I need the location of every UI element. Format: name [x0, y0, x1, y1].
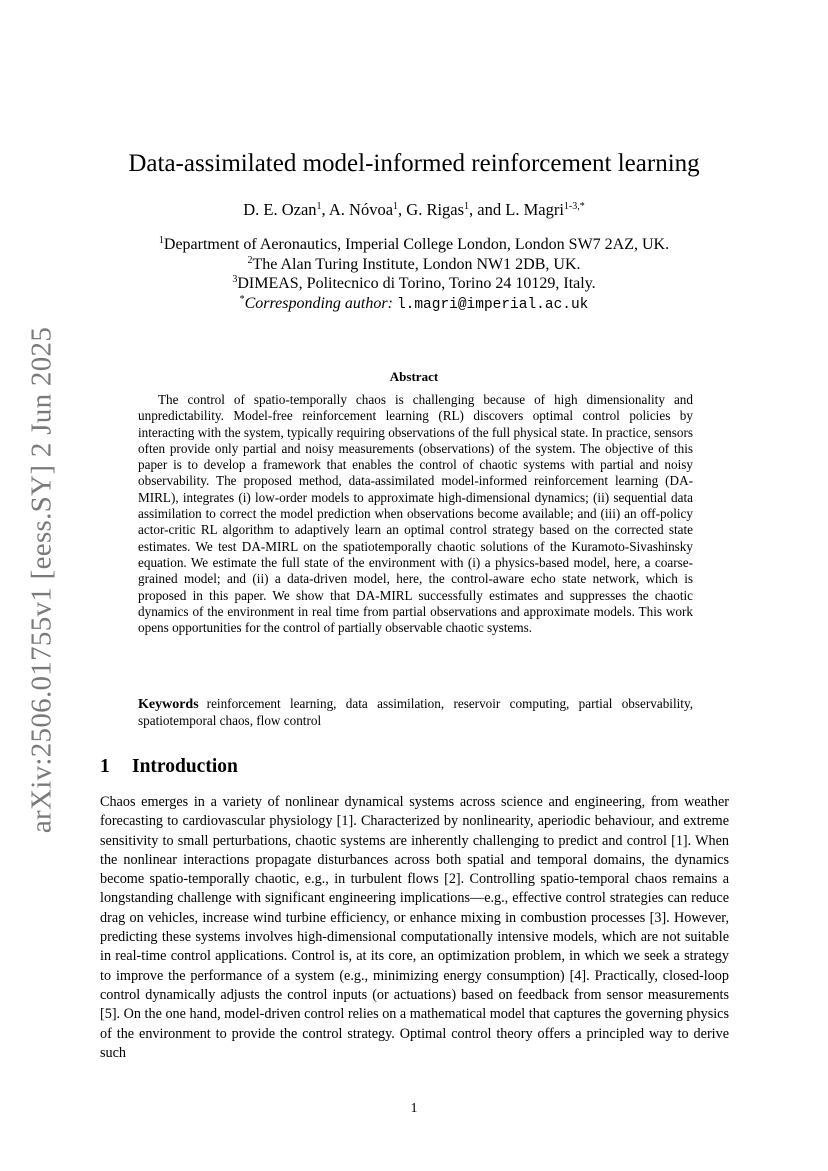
affiliation-line [100, 255, 728, 275]
author-name: L. Magri [505, 200, 564, 219]
affiliation-line [100, 274, 728, 294]
affiliation-text: DIMEAS, Politecnico di Torino, Torino 24 10129, Italy. [237, 275, 596, 292]
author-name: D. E. Ozan [243, 200, 317, 219]
section-heading [100, 756, 238, 778]
page-number: 1 [410, 1101, 418, 1116]
author-name: A. Nóvoa [328, 200, 394, 219]
affiliation-block [100, 235, 728, 315]
corresponding-author-line [100, 294, 728, 316]
author-affil-sup: 1 [464, 201, 470, 212]
section-number: 1 [100, 756, 110, 777]
affil-sup: 3 [232, 274, 238, 285]
affiliation-line [100, 235, 728, 255]
author-separator: , [398, 200, 407, 219]
author-separator: , [321, 200, 329, 219]
author-affil-sup: 1 [393, 201, 399, 212]
corresponding-email-link[interactable]: l.magri@imperial.ac.uk [396, 296, 589, 313]
author-affil-sup: 1-3,* [563, 201, 585, 212]
affil-sup: 1 [158, 235, 164, 246]
paper-title: Data-assimilated model-informed reinforcement learning [128, 150, 700, 177]
corresponding-label: Corresponding author: [244, 294, 393, 312]
arxiv-stamp [14, 230, 70, 930]
author-name: G. Rigas [406, 200, 465, 219]
author-list [100, 200, 728, 220]
keywords-label: Keywords [138, 697, 199, 712]
affiliation-text: Department of Aeronautics, Imperial College London, London SW7 2AZ, UK. [163, 236, 670, 253]
arxiv-stamp-text: arXiv:2506.01755v1 [eess.SY] 2 Jun 2025 [25, 326, 58, 834]
affil-sup: 2 [247, 254, 253, 266]
author-affil-sup: 1 [316, 201, 322, 212]
abstract-heading: Abstract [389, 369, 439, 384]
author-separator: , and [469, 200, 506, 219]
keywords-text: reinforcement learning, data assimilation, reservoir computing, partial observability, spatiotemporal chaos, flow control [138, 696, 693, 729]
affiliation-text: The Alan Turing Institute, London NW1 2DB, UK. [252, 255, 581, 273]
intro-paragraph: Chaos emerges in a variety of nonlinear dynamical systems across science and engineering, from weather forecasting to cardiovascular physiology [1]. Characterized by nonlinearity, aperiodic behaviour, and extreme sensitivity to small perturbations, chaotic systems are inherently challenging to predict and control [1]. When the nonlinear interactions propagate disturbances across both spatial and temporal domains, the dynamics become spatio-temporally chaotic, e.g., in turbulent flows [2]. Controlling spatio-temporal chaos remains a longstanding challenge with significant engineering implications—e.g., effective control strategies can reduce drag on vehicles, increase wind turbine efficiency, or enhance mixing in combustion processes [3]. However, predicting these systems involves high-dimensional computationally intensive models, which are not suitable in real-time control applications. Control is, at its core, an optimization problem, in which we seek a strategy to improve the performance of a system (e.g., minimizing energy consumption) [4]. Practically, closed-loop control dynamically adjusts the control inputs (or actuations) based on feedback from sensor measurements [5]. On the one hand, model-driven control relies on a mathematical model that captures the governing physics of the environment to provide the control strategy. Optimal control theory offers a principled way to derive such [100, 794, 729, 1061]
section-title: Introduction [132, 756, 238, 777]
corresponding-sup: * [239, 293, 245, 305]
abstract-text: The control of spatio-temporally chaos is challenging because of high dimensionality and unpredictability. Model-free reinforcement learning (RL) discovers optimal control policies by interacting with the system, typically requiring observations of the full physical state. In practice, sensors often provide only partial and noisy measurements (observations) of the system. The objective of this paper is to develop a framework that enables the control of chaotic systems with partial and noisy observability. The proposed method, data-assimilated model-informed reinforcement learning (DA-MIRL), integrates (i) low-order models to approximate high-dimensional dynamics; (ii) sequential data assimilation to correct the model prediction when observations become available; and (iii) an off-policy actor-critic RL algorithm to adaptively learn an optimal control strategy based on the corrected state estimates. We test DA-MIRL on the spatiotemporally chaotic solutions of the Kuramoto-Sivashinsky equation. We estimate the full state of the environment with (i) a physics-based model, here, a coarse-grained model; and (ii) a data-driven model, here, the control-aware echo state network, which is proposed in this paper. We show that DA-MIRL successfully estimates and suppresses the chaotic dynamics of the environment in real time from partial observations and approximate models. This work opens opportunities for the control of partially observable chaotic systems. [138, 392, 693, 636]
keywords-block [138, 696, 693, 730]
